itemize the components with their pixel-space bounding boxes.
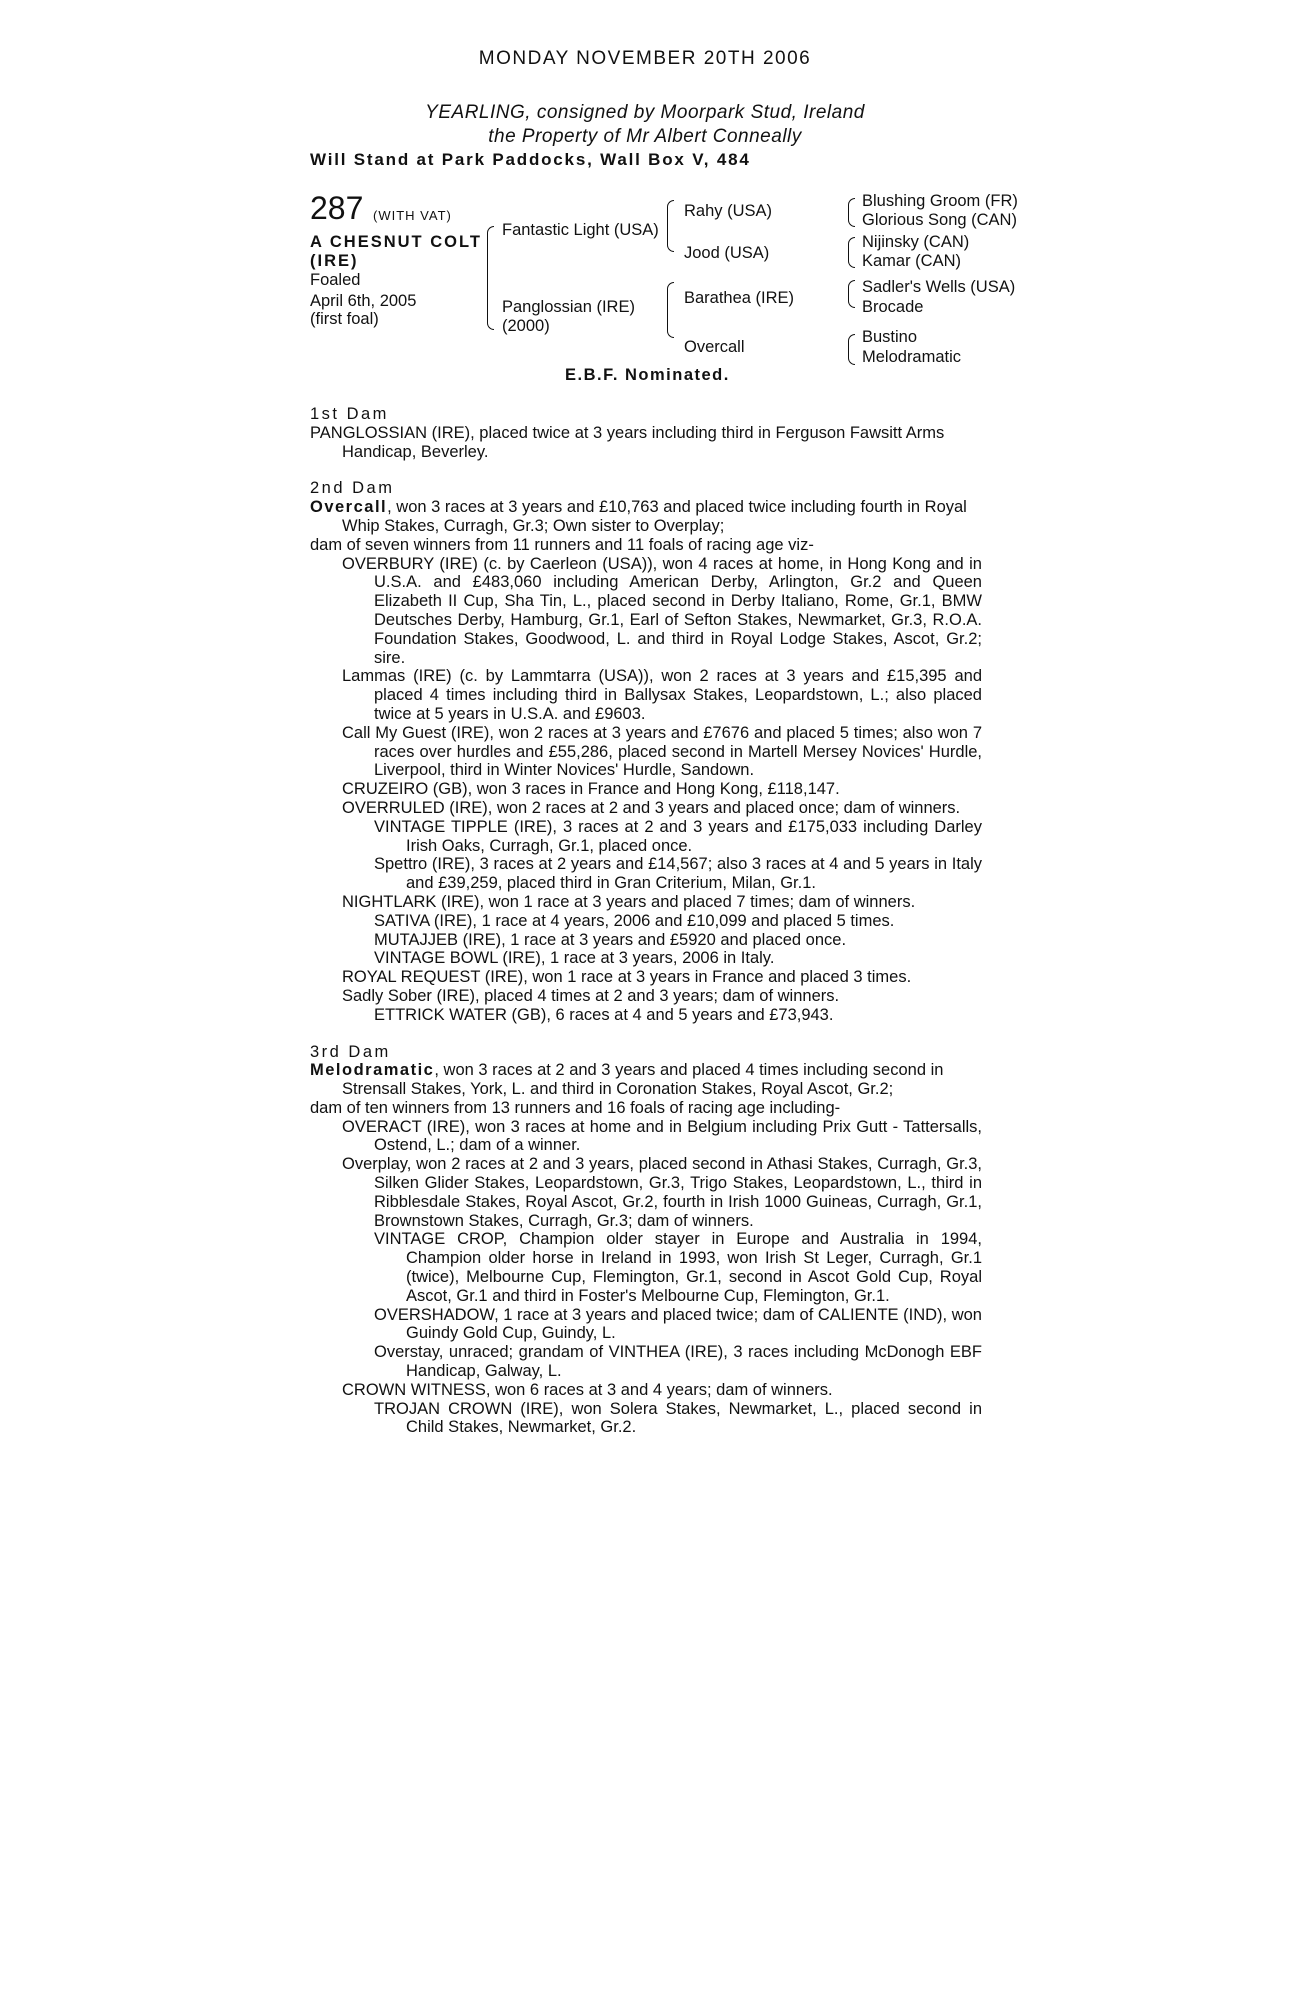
horse-country: (IRE): [310, 252, 359, 270]
pedigree-brace-sd: [848, 237, 855, 268]
sdd-name: Kamar (CAN): [862, 252, 962, 270]
second-dam-produce: dam of seven winners from 11 runners and 11 foals of racing age viz-: [310, 535, 814, 554]
foaled-label: Foaled: [310, 271, 361, 289]
property-line: the Property of Mr Albert Conneally: [488, 126, 802, 147]
produce-entry: VINTAGE BOWL (IRE), 1 race at 3 years, 2006 in Italy.: [374, 949, 775, 968]
sss-name: Blushing Groom (FR): [862, 192, 1018, 210]
dam-name: Panglossian (IRE): [502, 298, 635, 316]
produce-entry: ROYAL REQUEST (IRE), won 1 race at 3 years in France and placed 3 times.: [342, 968, 912, 987]
produce-entry: Lammas (IRE) (c. by Lammtarra (USA)), won 2 races at 3 years and £15,395 and placed 4 times including third in Ballysax Stakes, Leopardstown, L.; also placed twice at 5 years in U.S.A. and £9603.: [342, 667, 982, 723]
produce-entry: OVERRULED (IRE), won 2 races at 2 and 3 years and placed once; dam of winners.: [342, 798, 961, 817]
produce-entry: TROJAN CROWN (IRE), won Solera Stakes, Newmarket, L., placed second in Child Stakes, Newmarket, Gr.2.: [374, 1399, 982, 1437]
foal-note: (first foal): [310, 310, 379, 328]
dam-sire: Barathea (IRE): [684, 289, 795, 307]
produce-entry: VINTAGE TIPPLE (IRE), 3 races at 2 and 3 years and £175,033 including Darley Irish Oaks, Curragh, Gr.1, placed once.: [374, 817, 982, 855]
pedigree-brace-main: [487, 226, 494, 330]
produce-entry: Spettro (IRE), 3 races at 2 years and £14,567; also 3 races at 4 and 5 years in Italy and £39,259, placed third in Gran Criterium, Milan, Gr.1.: [374, 855, 982, 893]
second-dam-produce-list: [310, 555, 982, 1025]
produce-entry: ETTRICK WATER (GB), 6 races at 4 and 5 years and £73,943.: [374, 1005, 834, 1024]
produce-entry: OVERSHADOW, 1 race at 3 years and placed twice; dam of CALIENTE (IND), won Guindy Gold Cup, Guindy, L.: [374, 1305, 982, 1343]
ssd-name: Glorious Song (CAN): [862, 211, 1017, 229]
dss-name: Sadler's Wells (USA): [862, 278, 1016, 296]
produce-entry: Call My Guest (IRE), won 2 races at 3 years and £7676 and placed 5 times; also won 7 races over hurdles and £55,286, placed second in Martell Mersey Novices' Hurdle, Liverpool, third in Winter Novices' Hurdle, Sandown.: [342, 723, 982, 780]
first-dam-text: PANGLOSSIAN (IRE), placed twice at 3 years including third in Ferguson Fawsitt Arms Handicap, Beverley.: [310, 423, 945, 461]
second-dam-record-text: , won 3 races at 3 years and £10,763 and placed twice including fourth in Royal Whip Stakes, Curragh, Gr.3; Own sister to Overplay;: [342, 498, 967, 535]
sire-sire: Rahy (USA): [684, 202, 773, 220]
ebf-nomination: E.B.F. Nominated.: [565, 366, 730, 384]
first-dam-heading: 1st Dam: [310, 405, 389, 423]
foaled-date: April 6th, 2005: [310, 292, 417, 310]
second-dam-record: [310, 498, 982, 536]
lot-number: 287: [310, 190, 364, 226]
pedigree-brace-dd: [848, 334, 855, 365]
pedigree-brace-sire: [667, 200, 674, 252]
produce-entry: CROWN WITNESS, won 6 races at 3 and 4 years; dam of winners.: [342, 1380, 833, 1399]
sds-name: Nijinsky (CAN): [862, 233, 970, 251]
produce-entry: Overstay, unraced; grandam of VINTHEA (IRE), 3 races including McDonogh EBF Handicap, Galway, L.: [374, 1343, 982, 1381]
produce-entry: NIGHTLARK (IRE), won 1 race at 3 years and placed 7 times; dam of winners.: [342, 892, 916, 911]
pedigree-brace-dam: [667, 282, 674, 338]
sire-dam: Jood (USA): [684, 244, 770, 262]
dsd-name: Brocade: [862, 298, 924, 316]
third-dam-name: Melodramatic: [310, 1061, 435, 1080]
produce-entry: VINTAGE CROP, Champion older stayer in Europe and Australia in 1994, Champion older horse in Ireland in 1993, won Irish St Leger, Curragh, Gr.1 (twice), Melbourne Cup, Flemington, Gr.1, second in Ascot Gold Cup, Royal Ascot, Gr.1 and third in Foster's Melbourne Cup, Flemington, Gr.1.: [374, 1230, 982, 1305]
ddd-name: Melodramatic: [862, 348, 962, 366]
pedigree-brace-ss: [848, 198, 855, 227]
dam-year: (2000): [502, 317, 550, 335]
produce-entry: OVERBURY (IRE) (c. by Caerleon (USA)), won 4 races at home, in Hong Kong and in U.S.A. and £483,060 including American Derby, Arlington, Gr.2 and Queen Elizabeth II Cup, Sha Tin, L., placed second in Derby Italiano, Rome, Gr.1, BMW Deutsches Derby, Hamburg, Gr.1, Earl of Sefton Stakes, Newmarket, Gr.3, R.O.A. Foundation Stakes, Goodwood, L. and third in Royal Lodge Stakes, Ascot, Gr.2; sire.: [342, 554, 982, 667]
produce-entry: Sadly Sober (IRE), placed 4 times at 2 and 3 years; dam of winners.: [342, 986, 840, 1005]
sale-date: MONDAY NOVEMBER 20TH 2006: [478, 48, 812, 69]
pedigree-brace-ds: [848, 280, 855, 308]
third-dam-record-text: , won 3 races at 2 and 3 years and placed 4 times including second in Strensall Stakes, York, L. and third in Coronation Stakes, Royal Ascot, Gr.2;: [342, 1061, 944, 1099]
sire-name: Fantastic Light (USA): [502, 221, 659, 239]
third-dam-produce: dam of ten winners from 13 runners and 16 foals of racing age including-: [310, 1098, 841, 1117]
produce-entry: CRUZEIRO (GB), won 3 races in France and Hong Kong, £118,147.: [342, 780, 840, 799]
third-dam-record: [310, 1061, 982, 1099]
second-dam-heading: 2nd Dam: [310, 479, 395, 498]
stand-location: Will Stand at Park Paddocks, Wall Box V, 484: [310, 150, 751, 169]
produce-entry: Overplay, won 2 races at 2 and 3 years, placed second in Athasi Stakes, Curragh, Gr.3, Silken Glider Stakes, Leopardstown, Gr.3, Trigo Stakes, Leopardstown, L., third in Ribblesdale Stakes, Royal Ascot, Gr.2, fourth in Irish 1000 Guineas, Curragh, Gr.1, Brownstown Stakes, Curragh, Gr.3; dam of winners.: [342, 1155, 982, 1230]
third-dam-heading: 3rd Dam: [310, 1042, 391, 1061]
dds-name: Bustino: [862, 328, 918, 346]
catalogue-body: [310, 405, 982, 1437]
vat-note: (WITH VAT): [373, 208, 452, 223]
produce-entry: MUTAJJEB (IRE), 1 race at 3 years and £5920 and placed once.: [374, 930, 847, 949]
dam-dam: Overcall: [684, 338, 745, 356]
produce-entry: OVERACT (IRE), won 3 races at home and in Belgium including Prix Gutt - Tattersalls, Ostend, L.; dam of a winner.: [342, 1117, 982, 1155]
horse-description: A CHESNUT COLT: [310, 233, 482, 251]
consignor-line: YEARLING, consigned by Moorpark Stud, Ireland: [425, 102, 865, 123]
second-dam-name: Overcall: [310, 498, 388, 517]
third-dam-produce-list: [310, 1118, 982, 1438]
produce-entry: SATIVA (IRE), 1 race at 4 years, 2006 and £10,099 and placed 5 times.: [374, 911, 895, 930]
